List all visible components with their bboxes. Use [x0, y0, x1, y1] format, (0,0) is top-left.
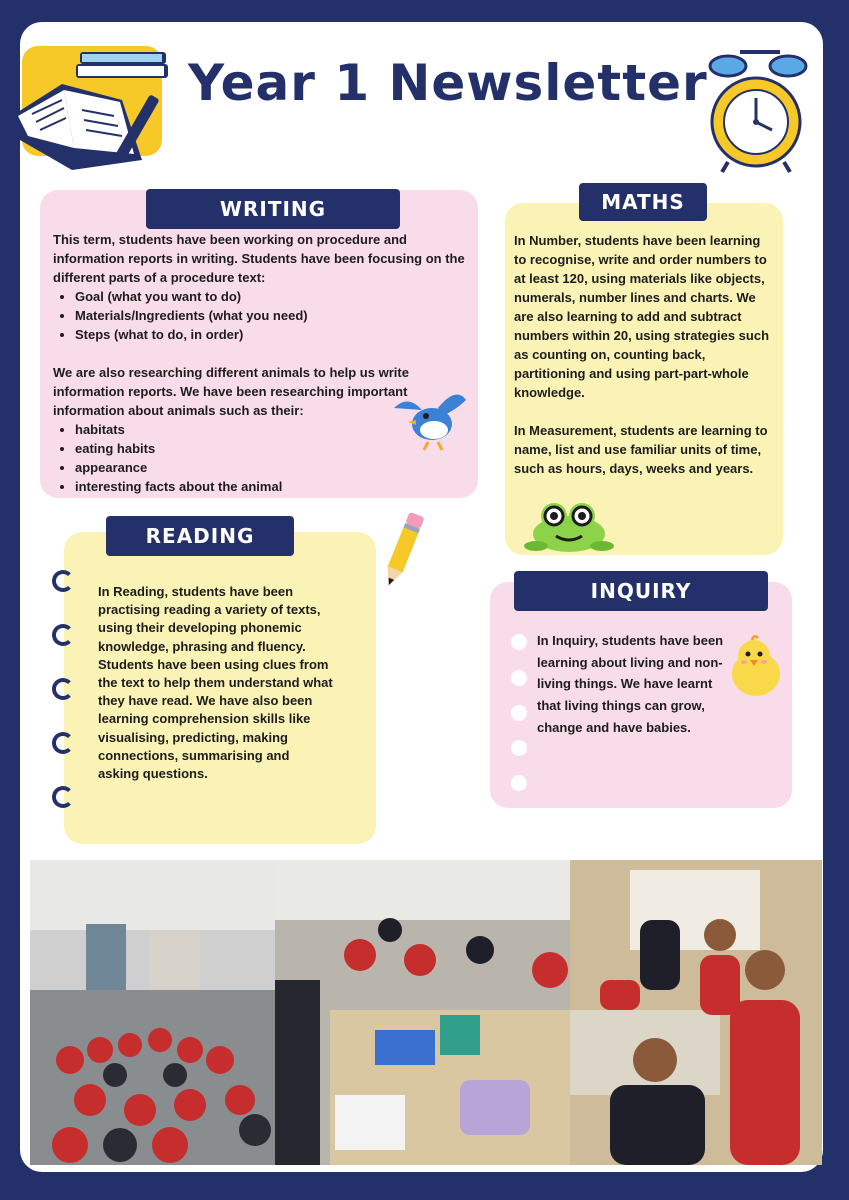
bullet-dot: [511, 775, 527, 791]
binder-ring-icon: [52, 624, 74, 646]
alarm-clock-icon: [700, 40, 822, 175]
classroom-photo-group-sitting: [30, 860, 275, 1165]
bullet-dot: [511, 634, 527, 650]
maths-heading: MATHS: [579, 183, 707, 221]
maths-text: [514, 231, 776, 478]
bullet-dot: [511, 705, 527, 721]
classroom-photo-desk: [275, 860, 570, 1165]
writing-intro: This term, students have been working on procedure and information reports in writing. Students have been focusing on the different parts of a procedure text:: [53, 232, 465, 285]
list-item: • interesting facts about the animal: [75, 477, 465, 496]
writing-text: [53, 230, 465, 496]
bullet-dot: [511, 670, 527, 686]
writing-research: We are also researching different animals to help us write information reports. We have been researching important information about animals such as their:: [53, 365, 409, 418]
binder-ring-icon: [52, 678, 74, 700]
book-pencil-icon: [2, 42, 187, 177]
class-photo-collage: [30, 860, 822, 1165]
page-title: Year 1 Newsletter: [188, 54, 708, 112]
writing-heading: WRITING: [146, 189, 400, 229]
binder-ring-icon: [52, 732, 74, 754]
inquiry-text: [537, 630, 733, 739]
procedure-parts-list: [53, 287, 465, 344]
frog-icon: [522, 498, 616, 554]
list-item: • Goal (what you want to do): [75, 287, 465, 306]
reading-heading: READING: [106, 516, 294, 556]
reading-body: In Reading, students have been practising reading a variety of texts, using their developing phonemic knowledge, phrasing and fluency. Students have been using clues from the text to help them understand what they have read. We have also been learning comprehension skills like visualising, predicting, making connections, summarising and asking questions.: [98, 584, 333, 782]
inquiry-body: In Inquiry, students have been learning about living and non-living things. We have learnt that living things can grow, change and have babies.: [537, 633, 724, 735]
maths-measurement: In Measurement, students are learning to name, list and use familiar units of time, such as hours, days, weeks and years.: [514, 423, 768, 476]
list-item: • Steps (what to do, in order): [75, 325, 465, 344]
chick-icon: [726, 632, 786, 702]
binder-ring-icon: [52, 570, 74, 592]
list-item: • Materials/Ingredients (what you need): [75, 306, 465, 325]
inquiry-heading: INQUIRY: [514, 571, 768, 611]
list-item: • eating habits: [75, 439, 465, 458]
list-item: • appearance: [75, 458, 465, 477]
bluebird-icon: [390, 380, 470, 452]
maths-number: In Number, students have been learning to recognise, write and order numbers to at least 120, using materials like objects, numerals, number lines and charts. We are also learning to add and subtract numbers within 20, using strategies such as counting on, counting back, partitioning and using part-part-whole knowledge.: [514, 233, 770, 400]
classroom-photo-students: [570, 860, 822, 1165]
reading-text: [98, 583, 334, 783]
binder-ring-icon: [52, 786, 74, 808]
bullet-dot: [511, 740, 527, 756]
pencil-icon: [378, 508, 428, 592]
list-item: • habitats: [75, 420, 465, 439]
